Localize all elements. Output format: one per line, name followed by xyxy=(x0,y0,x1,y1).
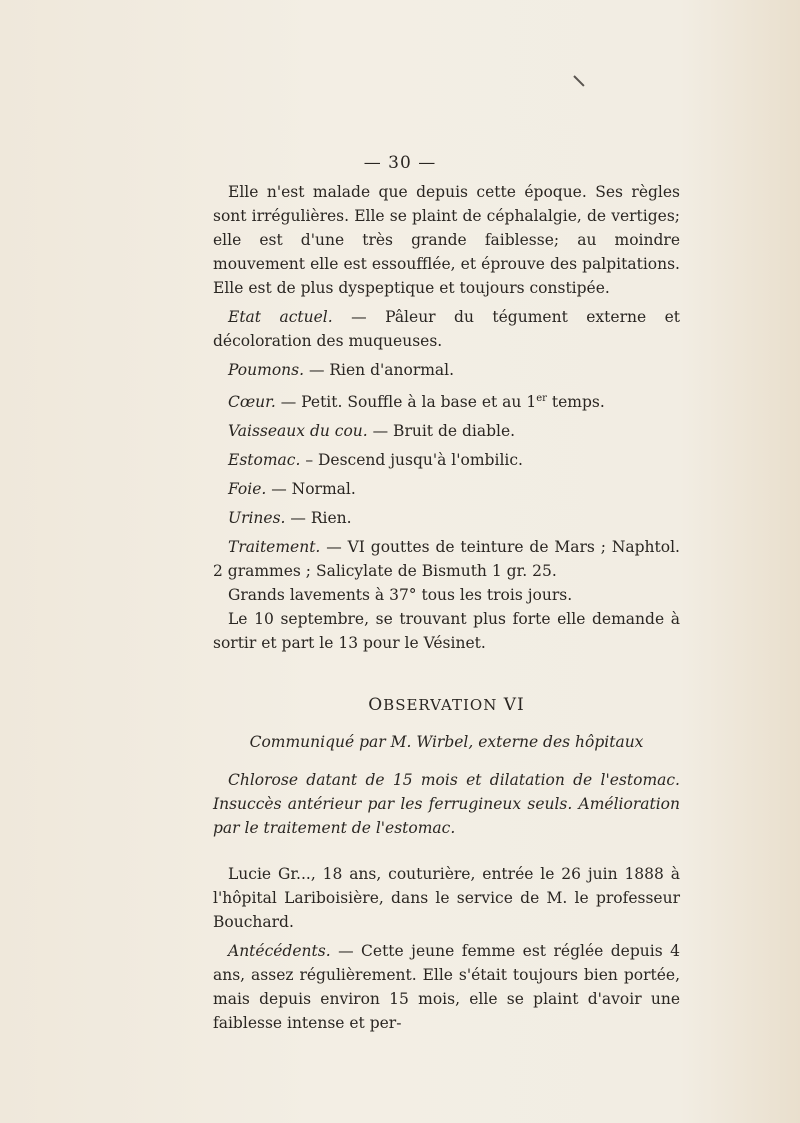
paragraph-lucie: Lucie Gr..., 18 ans, couturière, entrée le 26 juin 1888 à l'hôpital Lariboisière, dans le service de M. le professeur Bouchard. xyxy=(213,865,680,932)
text-foie: — Normal. xyxy=(266,480,356,499)
text-coeur: — Petit. Souffle à la base et au xyxy=(275,393,527,412)
label-antecedents: Antécédents. xyxy=(228,942,331,961)
pencil-mark xyxy=(573,75,584,86)
paragraph-antecedents xyxy=(213,939,680,1035)
paragraph-estomac xyxy=(213,448,680,472)
label-estomac: Estomac. xyxy=(228,451,301,470)
label-traitement: Traitement. xyxy=(228,538,321,557)
label-coeur: Cœur. xyxy=(228,393,276,412)
label-etat: Etat actuel. xyxy=(228,308,333,326)
paragraph-coeur xyxy=(213,387,680,414)
paragraph-urines xyxy=(213,506,680,530)
text-coeur-end: temps. xyxy=(546,393,605,412)
paragraph-history: Elle n'est malade que depuis cette époque. Ses règles sont irrégulières. Elle se plaint de céphalalgie, de vertiges; elle est d'une très grande faiblesse; au moindre mouvement elle est essoufflée, et éprouve des palpitations. Elle est de plus dyspeptique et toujours constipée. xyxy=(213,183,680,297)
label-foie: Foie. xyxy=(228,480,267,499)
observation-rest: BSERVATION xyxy=(383,696,498,715)
label-poumons: Poumons. xyxy=(228,361,305,379)
label-vaisseaux: Vaisseaux du cou. xyxy=(228,422,368,441)
coeur-superscript: er xyxy=(536,393,547,404)
paragraph-traitement xyxy=(213,535,680,583)
paragraph-poumons xyxy=(213,358,680,382)
communique-line: Communiqué par M. Wirbel, externe des hôpitaux xyxy=(249,733,644,752)
paragraph-septembre: Le 10 septembre, se trouvant plus forte elle demande à sortir et part le 13 pour le Vésinet. xyxy=(213,610,680,653)
text-urines: — Rien. xyxy=(285,509,352,528)
text-traitement: — VI gouttes de teinture de Mars ; Naphtol. 2 grammes ; Salicylate de Bismuth 1 gr. 25. xyxy=(213,538,680,581)
observation-initial: O xyxy=(368,695,384,716)
body-text xyxy=(213,180,680,1035)
text-estomac: – Descend jusqu'à l'ombilic. xyxy=(300,451,523,470)
case-summary: Chlorose datant de 15 mois et dilatation de l'estomac. Insuccès antérieur par les ferrugineux seuls. Amélioration par le traitement de l'estomac. xyxy=(213,771,680,838)
paragraph-foie xyxy=(213,477,680,501)
text-vaisseaux: — Bruit de diable. xyxy=(367,422,516,441)
observation-heading xyxy=(213,693,680,717)
paragraph-lavements: Grands lavements à 37° tous les trois jours. xyxy=(228,586,573,605)
page-number: — 30 — xyxy=(363,153,437,173)
text-antecedents: — Cette jeune femme est réglée depuis 4 ans, assez régulièrement. Elle s'était toujours bien portée, mais depuis environ 15 mois, elle se plaint d'avoir une faiblesse intense et per- xyxy=(213,942,680,1033)
text-poumons: — Rien d'anormal. xyxy=(304,361,455,379)
paragraph-etat xyxy=(213,305,680,353)
label-urines: Urines. xyxy=(228,509,286,528)
paragraph-vaisseaux xyxy=(213,419,680,443)
coeur-number: 1 xyxy=(526,393,537,412)
observation-number: VI xyxy=(497,695,525,716)
text-etat: — Pâleur du tégument externe et décoloration des muqueuses. xyxy=(213,308,680,350)
